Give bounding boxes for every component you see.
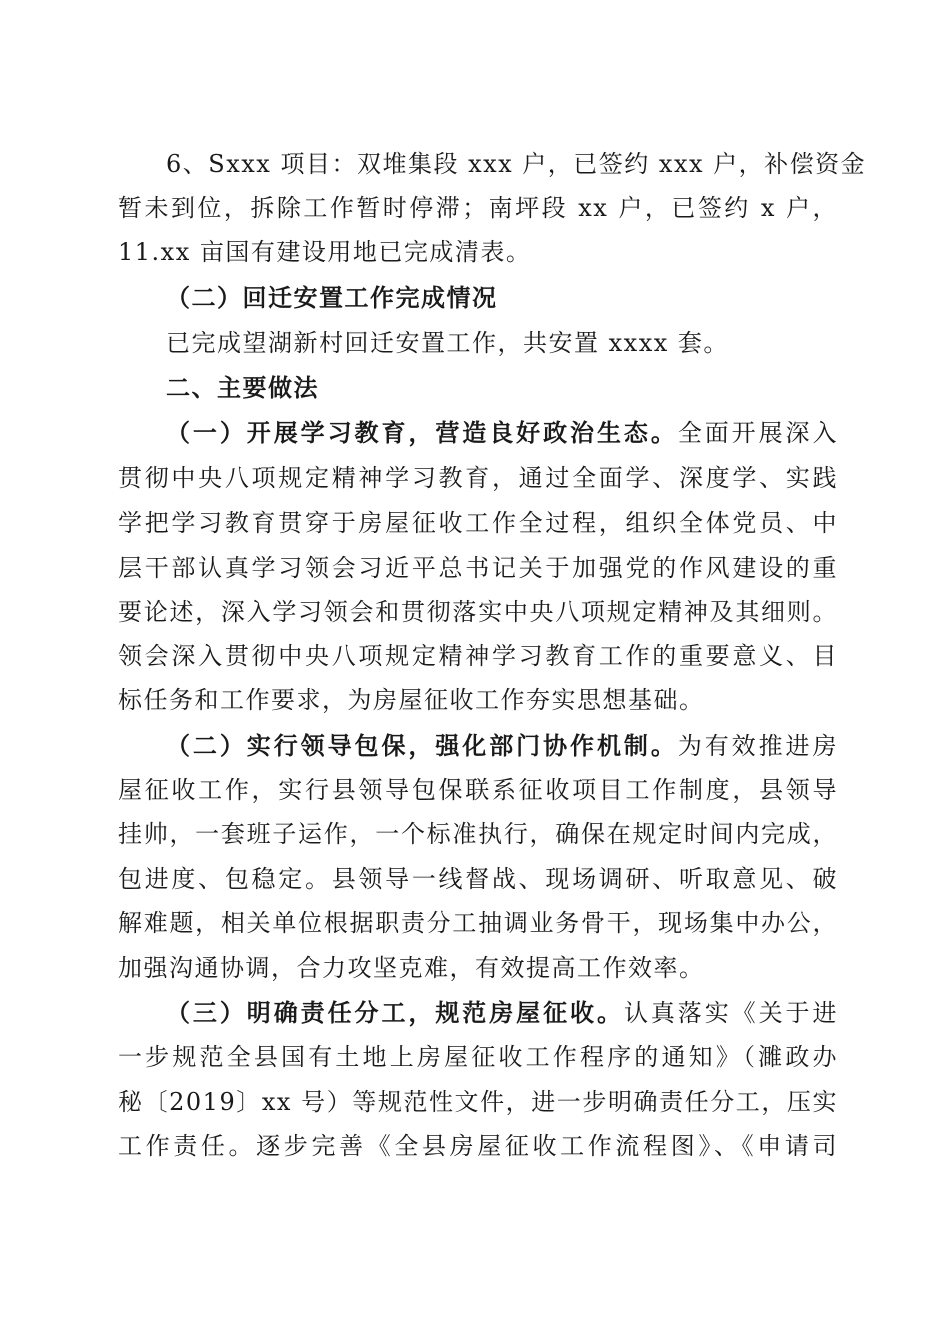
paragraph-line: 秘〔2019〕xx 号）等规范性文件，进一步明确责任分工，压实 [118,1088,838,1116]
paragraph-line: 层干部认真学习领会习近平总书记关于加强党的作风建设的重 [118,554,838,582]
paragraph-line: 6、Sxxx 项目：双堆集段 xxx 户，已签约 xxx 户，补偿资金 [166,150,867,178]
paragraph-line: 标任务和工作要求，为房屋征收工作夯实思想基础。 [118,686,705,714]
paragraph-line: 11.xx 亩国有建设用地已完成清表。 [118,238,532,266]
paragraph-line [166,991,838,1035]
paragraph-line: 学把学习教育贯穿于房屋征收工作全过程，组织全体党员、中 [118,509,838,537]
method-heading: （一）开展学习教育，营造良好政治生态。 [166,419,678,447]
paragraph-line: 解难题，相关单位根据职责分工抽调业务骨干，现场集中办公， [118,909,838,937]
paragraph-line: 包进度、包稳定。县领导一线督战、现场调研、听取意见、破 [118,865,838,893]
paragraph-line [166,411,838,455]
paragraph-text: 为有效推进房 [677,732,838,760]
method-heading: （二）实行领导包保，强化部门协作机制。 [166,732,678,760]
section-subheading: （二）回迁安置工作完成情况 [166,284,498,312]
paragraph-line: 要论述，深入学习领会和贯彻落实中央八项规定精神及其细则。 [118,598,838,626]
section-heading: 二、主要做法 [166,374,319,402]
paragraph-line: 一步规范全县国有土地上房屋征收工作程序的通知》（濉政办 [118,1043,838,1071]
paragraph-line: 屋征收工作，实行县领导包保联系征收项目工作制度，县领导 [118,776,838,804]
paragraph-line: 工作责任。逐步完善《全县房屋征收工作流程图》、《申请司 [118,1132,838,1160]
paragraph-text: 认真落实《关于进 [623,999,838,1027]
paragraph-line: 领会深入贯彻中央八项规定精神学习教育工作的重要意义、目 [118,642,838,670]
paragraph-line: 贯彻中央八项规定精神学习教育，通过全面学、深度学、实践 [118,464,838,492]
paragraph-line: 挂帅，一套班子运作，一个标准执行，确保在规定时间内完成， [118,820,838,848]
paragraph-line: 已完成望湖新村回迁安置工作，共安置 xxxx 套。 [166,329,729,357]
paragraph-text: 全面开展深入 [677,419,838,447]
method-heading: （三）明确责任分工，规范房屋征收。 [166,999,624,1027]
paragraph-line: 暂未到位，拆除工作暂时停滞；南坪段 xx 户，已签约 x 户， [118,194,838,222]
paragraph-line: 加强沟通协调，合力攻坚克难，有效提高工作效率。 [118,954,705,982]
paragraph-line [166,724,838,768]
